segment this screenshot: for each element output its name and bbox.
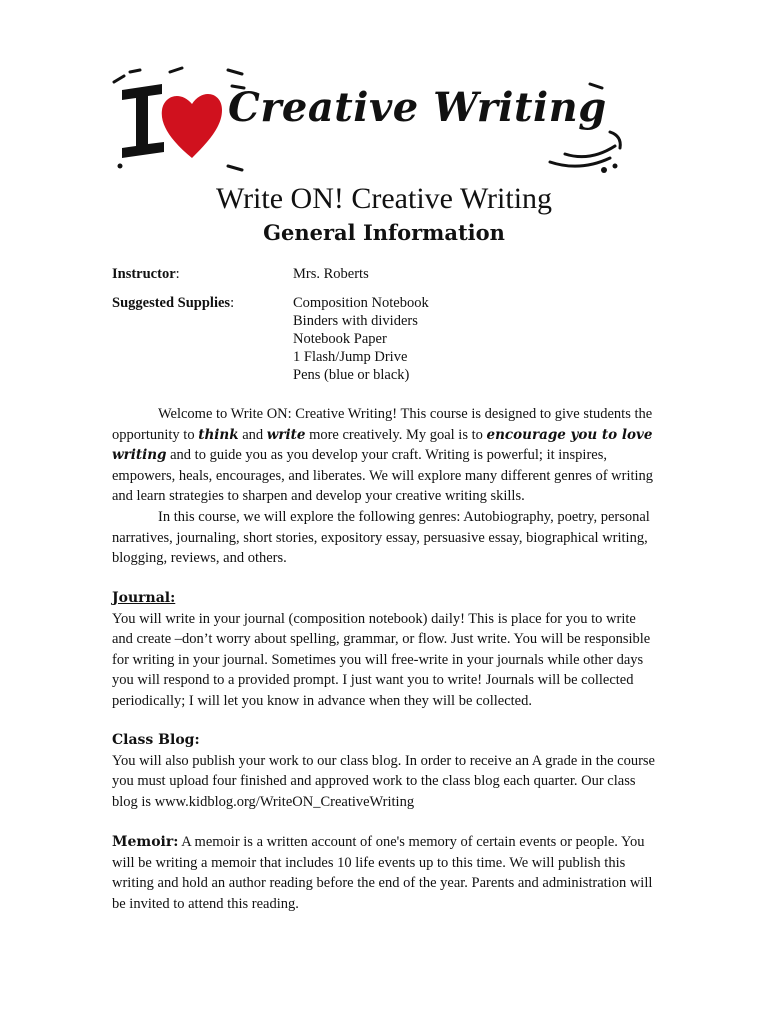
memoir-heading: Memoir: (112, 834, 179, 850)
journal-heading: Journal: (112, 590, 176, 606)
journal-text: You will write in your journal (composition notebook) daily! This is place for you to write and create –don’t worry about spelling, grammar, or flow. Just write. You will be responsible for writing in your journal. Sometimes you will free-write in your journals while other days you will respond to a provided prompt. I just want you to write! Journals will be collected periodically; I will let you know in advance when they will be collected. (112, 610, 651, 709)
supply-item: Composition Notebook (293, 295, 429, 311)
journal-section (112, 588, 660, 712)
page-title: Write ON! Creative Writing (215, 182, 553, 215)
supplies-label: Suggested Supplies: (112, 295, 235, 311)
welcome-paragraph: Welcome to Write ON: Creative Writing! This course is designed to give students the opportunity to think and write more creatively. My goal is to encourage you to love writing and to guide you as you develop your craft. Writing is powerful; it inspires, empowers, heals, encourages, and liberates. We will explore many different genres of writing and learn strategies to sharpen and develop your creative writing skills. (112, 406, 654, 505)
emphasis-think: think (198, 426, 239, 443)
logo-text: Creative Writing (228, 84, 607, 131)
emphasis-encourage: encourage you to love writing (112, 426, 653, 464)
supply-item: 1 Flash/Jump Drive (293, 349, 408, 365)
supply-item: Pens (blue or black) (293, 367, 410, 383)
emphasis-write: write (266, 426, 306, 443)
letter-i-shape (122, 84, 164, 158)
class-blog-section (112, 730, 660, 812)
i-love-creative-writing-logo (110, 62, 630, 177)
heart-icon (162, 94, 222, 158)
supply-item: Binders with dividers (293, 313, 418, 329)
genres-paragraph: In this course, we will explore the following genres: Autobiography, poetry, personal narratives, journaling, short stories, expository essay, persuasive essay, biographical writing, blogging, reviews, and others. (112, 508, 650, 567)
welcome-section (112, 404, 660, 569)
memoir-section (112, 832, 660, 914)
class-blog-text: You will also publish your work to our class blog. In order to receive an A grade in the course you must upload four finished and approved work to the class blog each quarter. Our class blog is www.kidblog.org/WriteON_CreativeWriting (112, 752, 655, 810)
class-blog-heading: Class Blog: (112, 732, 200, 748)
supply-item: Notebook Paper (293, 331, 387, 347)
memoir-text: A memoir is a written account of one's memory of certain events or people. You will be writing a memoir that includes 10 life events up to this time. We will publish this writing and hold an author reading before the end of the year. Parents and administration will be invited to attend this reading. (112, 834, 653, 912)
instructor-value: Mrs. Roberts (293, 266, 369, 282)
instructor-label: Instructor: (112, 266, 180, 282)
page-subtitle: General Information (263, 220, 505, 245)
memoir-paragraph (112, 832, 660, 914)
